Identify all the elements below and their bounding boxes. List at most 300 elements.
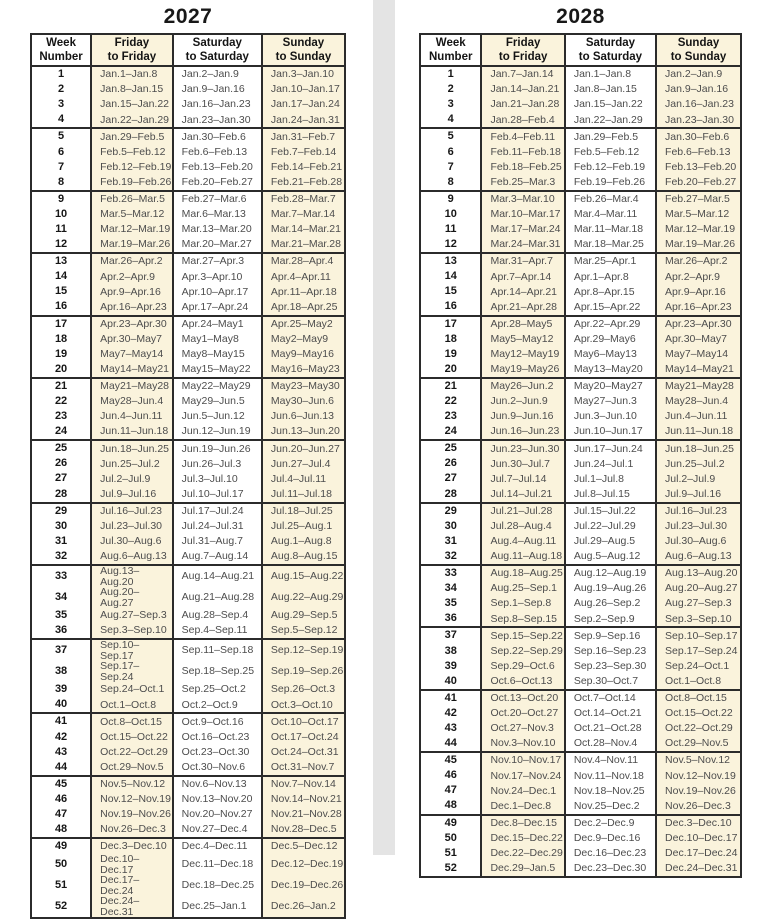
date-range-cell: Jul.23–Jul.30	[91, 519, 173, 534]
date-range-cell: Jun.25–Jul.2	[91, 456, 173, 471]
date-range-cell: Feb.19–Feb.26	[91, 175, 173, 191]
date-range-cell: Jan.1–Jan.8	[565, 66, 656, 82]
date-range-cell: Jun.3–Jun.10	[565, 409, 656, 424]
week-number-cell: 6	[31, 144, 91, 159]
week-number-cell: 50	[420, 831, 481, 846]
date-range-cell: May14–May21	[656, 362, 741, 378]
date-range-cell: Mar.27–Apr.3	[173, 253, 262, 269]
week-number-cell: 26	[420, 456, 481, 471]
date-range-cell: Nov.28–Dec.5	[262, 822, 345, 838]
date-range-cell: Dec.25–Jan.1	[173, 896, 262, 918]
column-header-sunday: Sunday to Sunday	[262, 34, 345, 66]
date-range-cell: May16–May23	[262, 362, 345, 378]
date-range-cell: Nov.27–Dec.4	[173, 822, 262, 838]
week-number-cell: 15	[420, 284, 481, 299]
week-number-cell: 31	[31, 534, 91, 549]
week-number-cell: 5	[420, 128, 481, 144]
week-number-cell: 37	[420, 627, 481, 643]
date-range-cell: Feb.18–Feb.25	[481, 160, 564, 175]
date-range-cell: Apr.3–Apr.10	[173, 269, 262, 284]
date-range-cell: Jun.19–Jun.26	[173, 440, 262, 456]
week-number-table	[419, 33, 742, 878]
date-range-cell: Sep.25–Oct.2	[173, 682, 262, 697]
date-range-cell: Sep.24–Oct.1	[656, 659, 741, 674]
week-row-6	[420, 144, 741, 159]
date-range-cell: Jul.15–Jul.22	[565, 503, 656, 519]
date-range-cell: Aug.26–Sep.2	[565, 596, 656, 611]
week-number-cell: 34	[31, 587, 91, 608]
week-row-41	[31, 713, 345, 729]
week-number-cell: 4	[31, 112, 91, 128]
date-range-cell: Apr.9–Apr.16	[656, 284, 741, 299]
date-range-cell: May5–May12	[481, 332, 564, 347]
week-number-cell: 20	[420, 362, 481, 378]
week-row-36	[420, 611, 741, 627]
date-range-cell: Jan.14–Jan.21	[481, 82, 564, 97]
date-range-cell: Mar.24–Mar.31	[481, 237, 564, 253]
week-number-cell: 48	[31, 822, 91, 838]
date-range-cell: Jun.18–Jun.25	[91, 440, 173, 456]
date-range-cell: May27–Jun.3	[565, 394, 656, 409]
date-range-cell: Jul.29–Aug.5	[565, 534, 656, 549]
date-range-cell: May28–Jun.4	[91, 394, 173, 409]
week-number-cell: 9	[31, 191, 91, 207]
date-range-cell: Dec.2–Dec.9	[565, 815, 656, 831]
week-row-1	[31, 66, 345, 82]
week-row-13	[420, 253, 741, 269]
date-range-cell: Nov.3–Nov.10	[481, 736, 564, 752]
date-range-cell: Jun.20–Jun.27	[262, 440, 345, 456]
date-range-cell: Aug.22–Aug.29	[262, 587, 345, 608]
week-row-9	[31, 191, 345, 207]
date-range-cell: Dec.24–Dec.31	[656, 861, 741, 877]
date-range-cell: Aug.19–Aug.26	[565, 581, 656, 596]
week-row-32	[420, 549, 741, 565]
date-range-cell: Feb.28–Mar.7	[262, 191, 345, 207]
week-number-cell: 36	[420, 611, 481, 627]
week-row-8	[420, 175, 741, 191]
date-range-cell: Apr.22–Apr.29	[565, 316, 656, 332]
date-range-cell: Jul.11–Jul.18	[262, 487, 345, 503]
date-range-cell: Mar.18–Mar.25	[565, 237, 656, 253]
week-number-cell: 43	[31, 745, 91, 760]
date-range-cell: May21–May28	[656, 378, 741, 394]
date-range-cell: Apr.24–May1	[173, 316, 262, 332]
week-row-13	[31, 253, 345, 269]
week-number-cell: 5	[31, 128, 91, 144]
week-number-cell: 29	[420, 503, 481, 519]
week-row-44	[420, 736, 741, 752]
week-row-18	[420, 332, 741, 347]
date-range-cell: Dec.22–Dec.29	[481, 846, 564, 861]
date-range-cell: Aug.27–Sep.3	[91, 608, 173, 623]
week-row-3	[420, 97, 741, 112]
date-range-cell: Apr.25–May2	[262, 316, 345, 332]
date-range-cell: Oct.8–Oct.15	[656, 690, 741, 706]
week-row-19	[31, 347, 345, 362]
week-number-cell: 1	[31, 66, 91, 82]
week-row-34	[420, 581, 741, 596]
week-row-15	[420, 284, 741, 299]
date-range-cell: Apr.9–Apr.16	[91, 284, 173, 299]
week-row-42	[420, 706, 741, 721]
date-range-cell: Apr.2–Apr.9	[656, 269, 741, 284]
date-range-cell: Jan.30–Feb.6	[173, 128, 262, 144]
week-number-cell: 34	[420, 581, 481, 596]
week-row-48	[420, 798, 741, 814]
date-range-cell: Aug.13–Aug.20	[656, 565, 741, 581]
date-range-cell: Nov.4–Nov.11	[565, 752, 656, 768]
date-range-cell: Mar.13–Mar.20	[173, 222, 262, 237]
week-row-51	[420, 846, 741, 861]
week-number-cell: 4	[420, 112, 481, 128]
date-range-cell: Jul.14–Jul.21	[481, 487, 564, 503]
date-range-cell: Nov.5–Nov.12	[656, 752, 741, 768]
week-number-cell: 8	[420, 175, 481, 191]
date-range-cell: Jun.30–Jul.7	[481, 456, 564, 471]
week-number-cell: 12	[31, 237, 91, 253]
week-row-38	[420, 643, 741, 658]
date-range-cell: Apr.17–Apr.24	[173, 299, 262, 315]
date-range-cell: Jul.1–Jul.8	[565, 471, 656, 486]
date-range-cell: Jun.4–Jun.11	[91, 409, 173, 424]
week-row-19	[420, 347, 741, 362]
header-row	[31, 34, 345, 66]
week-row-24	[420, 424, 741, 440]
date-range-cell: Jun.2–Jun.9	[481, 394, 564, 409]
date-range-cell: Feb.12–Feb.19	[91, 160, 173, 175]
date-range-cell: Feb.7–Feb.14	[262, 144, 345, 159]
date-range-cell: Jun.9–Jun.16	[481, 409, 564, 424]
date-range-cell: Feb.13–Feb.20	[656, 160, 741, 175]
date-range-cell: Jan.21–Jan.28	[481, 97, 564, 112]
date-range-cell: May23–May30	[262, 378, 345, 394]
week-row-30	[31, 519, 345, 534]
week-row-2	[420, 82, 741, 97]
date-range-cell: Oct.15–Oct.22	[91, 729, 173, 744]
week-number-cell: 24	[31, 424, 91, 440]
week-number-cell: 47	[420, 783, 481, 798]
week-number-cell: 11	[31, 222, 91, 237]
date-range-cell: Nov.10–Nov.17	[481, 752, 564, 768]
week-row-51	[31, 875, 345, 896]
date-range-cell: Mar.7–Mar.14	[262, 207, 345, 222]
date-range-cell: Nov.6–Nov.13	[173, 776, 262, 792]
week-number-cell: 39	[420, 659, 481, 674]
date-range-cell: Dec.3–Dec.10	[91, 838, 173, 854]
week-number-cell: 27	[31, 471, 91, 486]
date-range-cell: Sep.5–Sep.12	[262, 623, 345, 639]
date-range-cell: Jul.18–Jul.25	[262, 503, 345, 519]
week-row-1	[420, 66, 741, 82]
date-range-cell: Feb.25–Mar.3	[481, 175, 564, 191]
date-range-cell: Sep.10–Sep.17	[91, 639, 173, 661]
date-range-cell: Sep.17–Sep.24	[91, 661, 173, 682]
date-range-cell: Apr.14–Apr.21	[481, 284, 564, 299]
date-range-cell: Nov.18–Nov.25	[565, 783, 656, 798]
date-range-cell: Jan.28–Feb.4	[481, 112, 564, 128]
date-range-cell: May28–Jun.4	[656, 394, 741, 409]
date-range-cell: Jun.11–Jun.18	[91, 424, 173, 440]
date-range-cell: Oct.30–Nov.6	[173, 760, 262, 776]
date-range-cell: May8–May15	[173, 347, 262, 362]
date-range-cell: Oct.22–Oct.29	[656, 721, 741, 736]
date-range-cell: Sep.19–Sep.26	[262, 661, 345, 682]
week-number-cell: 48	[420, 798, 481, 814]
week-row-24	[31, 424, 345, 440]
week-row-12	[31, 237, 345, 253]
week-row-21	[420, 378, 741, 394]
week-row-6	[31, 144, 345, 159]
date-range-cell: Oct.3–Oct.10	[262, 697, 345, 713]
week-row-8	[31, 175, 345, 191]
week-row-50	[420, 831, 741, 846]
date-range-cell: Apr.30–May7	[656, 332, 741, 347]
date-range-cell: Mar.5–Mar.12	[656, 207, 741, 222]
week-number-cell: 7	[31, 160, 91, 175]
date-range-cell: Nov.17–Nov.24	[481, 768, 564, 783]
date-range-cell: Mar.19–Mar.26	[91, 237, 173, 253]
date-range-cell: Oct.23–Oct.30	[173, 745, 262, 760]
date-range-cell: Apr.10–Apr.17	[173, 284, 262, 299]
date-range-cell: Jan.30–Feb.6	[656, 128, 741, 144]
date-range-cell: Aug.14–Aug.21	[173, 565, 262, 587]
week-number-cell: 50	[31, 854, 91, 875]
date-range-cell: Jan.29–Feb.5	[565, 128, 656, 144]
week-number-cell: 19	[420, 347, 481, 362]
week-number-cell: 23	[31, 409, 91, 424]
week-row-29	[31, 503, 345, 519]
date-range-cell: Oct.29–Nov.5	[91, 760, 173, 776]
week-row-40	[420, 674, 741, 690]
page-gutter-divider	[373, 0, 395, 855]
date-range-cell: Apr.1–Apr.8	[565, 269, 656, 284]
date-range-cell: Jan.3–Jan.10	[262, 66, 345, 82]
week-row-22	[420, 394, 741, 409]
week-row-35	[31, 608, 345, 623]
week-row-28	[420, 487, 741, 503]
date-range-cell: Feb.26–Mar.4	[565, 191, 656, 207]
week-number-cell: 46	[31, 792, 91, 807]
date-range-cell: May20–May27	[565, 378, 656, 394]
date-range-cell: Oct.7–Oct.14	[565, 690, 656, 706]
year-title-2028: 2028	[556, 5, 605, 28]
date-range-cell: May12–May19	[481, 347, 564, 362]
date-range-cell: Feb.26–Mar.5	[91, 191, 173, 207]
week-row-21	[31, 378, 345, 394]
week-number-cell: 44	[31, 760, 91, 776]
week-row-2	[31, 82, 345, 97]
date-range-cell: Jul.4–Jul.11	[262, 471, 345, 486]
date-range-cell: Mar.17–Mar.24	[481, 222, 564, 237]
date-range-cell: Jun.26–Jul.3	[173, 456, 262, 471]
week-row-33	[31, 565, 345, 587]
date-range-cell: May6–May13	[565, 347, 656, 362]
week-row-45	[31, 776, 345, 792]
week-row-50	[31, 854, 345, 875]
date-range-cell: Apr.28–May5	[481, 316, 564, 332]
date-range-cell: Jul.3–Jul.10	[173, 471, 262, 486]
date-range-cell: Aug.6–Aug.13	[91, 549, 173, 565]
date-range-cell: Jul.17–Jul.24	[173, 503, 262, 519]
date-range-cell: Oct.9–Oct.16	[173, 713, 262, 729]
date-range-cell: Dec.8–Dec.15	[481, 815, 564, 831]
week-number-cell: 52	[31, 896, 91, 918]
week-number-cell: 40	[31, 697, 91, 713]
week-row-29	[420, 503, 741, 519]
week-row-5	[31, 128, 345, 144]
date-range-cell: Apr.18–Apr.25	[262, 299, 345, 315]
date-range-cell: Jan.7–Jan.14	[481, 66, 564, 82]
date-range-cell: Mar.10–Mar.17	[481, 207, 564, 222]
date-range-cell: Feb.6–Feb.13	[656, 144, 741, 159]
date-range-cell: Aug.12–Aug.19	[565, 565, 656, 581]
week-number-cell: 25	[31, 440, 91, 456]
week-number-cell: 44	[420, 736, 481, 752]
week-number-cell: 51	[31, 875, 91, 896]
week-row-38	[31, 661, 345, 682]
week-number-cell: 32	[31, 549, 91, 565]
date-range-cell: Oct.20–Oct.27	[481, 706, 564, 721]
date-range-cell: Sep.22–Sep.29	[481, 643, 564, 658]
week-row-46	[420, 768, 741, 783]
date-range-cell: Dec.18–Dec.25	[173, 875, 262, 896]
week-row-34	[31, 587, 345, 608]
date-range-cell: Oct.2–Oct.9	[173, 697, 262, 713]
date-range-cell: Feb.12–Feb.19	[565, 160, 656, 175]
week-number-cell: 16	[31, 299, 91, 315]
week-row-37	[420, 627, 741, 643]
date-range-cell: Feb.6–Feb.13	[173, 144, 262, 159]
date-range-cell: Dec.15–Dec.22	[481, 831, 564, 846]
date-range-cell: Mar.14–Mar.21	[262, 222, 345, 237]
date-range-cell: Jun.17–Jun.24	[565, 440, 656, 456]
date-range-cell: Aug.8–Aug.15	[262, 549, 345, 565]
date-range-cell: Dec.23–Dec.30	[565, 861, 656, 877]
date-range-cell: Aug.6–Aug.13	[656, 549, 741, 565]
date-range-cell: Dec.11–Dec.18	[173, 854, 262, 875]
week-row-49	[31, 838, 345, 854]
week-number-cell: 3	[31, 97, 91, 112]
week-number-cell: 30	[31, 519, 91, 534]
date-range-cell: Mar.28–Apr.4	[262, 253, 345, 269]
week-number-table	[30, 33, 346, 919]
date-range-cell: Jun.11–Jun.18	[656, 424, 741, 440]
date-range-cell: Feb.20–Feb.27	[173, 175, 262, 191]
week-number-cell: 10	[420, 207, 481, 222]
week-row-47	[420, 783, 741, 798]
date-range-cell: Apr.29–May6	[565, 332, 656, 347]
week-row-42	[31, 729, 345, 744]
date-range-cell: May29–Jun.5	[173, 394, 262, 409]
week-row-14	[420, 269, 741, 284]
week-row-30	[420, 519, 741, 534]
week-number-cell: 39	[31, 682, 91, 697]
date-range-cell: Oct.15–Oct.22	[656, 706, 741, 721]
date-range-cell: Jul.30–Aug.6	[656, 534, 741, 549]
date-range-cell: Mar.12–Mar.19	[91, 222, 173, 237]
date-range-cell: Oct.6–Oct.13	[481, 674, 564, 690]
week-number-cell: 27	[420, 471, 481, 486]
date-range-cell: Mar.25–Apr.1	[565, 253, 656, 269]
date-range-cell: Sep.15–Sep.22	[481, 627, 564, 643]
date-range-cell: Apr.8–Apr.15	[565, 284, 656, 299]
date-range-cell: Mar.26–Apr.2	[91, 253, 173, 269]
week-row-9	[420, 191, 741, 207]
date-range-cell: Oct.14–Oct.21	[565, 706, 656, 721]
date-range-cell: Dec.17–Dec.24	[656, 846, 741, 861]
week-number-cell: 31	[420, 534, 481, 549]
date-range-cell: Jul.31–Aug.7	[173, 534, 262, 549]
date-range-cell: Jan.9–Jan.16	[173, 82, 262, 97]
week-number-cell: 11	[420, 222, 481, 237]
week-row-11	[420, 222, 741, 237]
week-number-cell: 19	[31, 347, 91, 362]
date-range-cell: Jul.9–Jul.16	[91, 487, 173, 503]
date-range-cell: Apr.21–Apr.28	[481, 299, 564, 315]
date-range-cell: Jan.22–Jan.29	[91, 112, 173, 128]
week-row-20	[420, 362, 741, 378]
date-range-cell: Jan.1–Jan.8	[91, 66, 173, 82]
date-range-cell: Jan.8–Jan.15	[565, 82, 656, 97]
date-range-cell: Nov.19–Nov.26	[656, 783, 741, 798]
week-number-cell: 33	[31, 565, 91, 587]
week-row-10	[31, 207, 345, 222]
week-number-cell: 49	[420, 815, 481, 831]
date-range-cell: Dec.19–Dec.26	[262, 875, 345, 896]
date-range-cell: Feb.4–Feb.11	[481, 128, 564, 144]
week-row-44	[31, 760, 345, 776]
week-row-52	[31, 896, 345, 918]
date-range-cell: Oct.29–Nov.5	[656, 736, 741, 752]
week-number-cell: 43	[420, 721, 481, 736]
date-range-cell: Mar.21–Mar.28	[262, 237, 345, 253]
date-range-cell: Apr.15–Apr.22	[565, 299, 656, 315]
week-row-17	[31, 316, 345, 332]
date-range-cell: Jul.16–Jul.23	[91, 503, 173, 519]
date-range-cell: Dec.26–Jan.2	[262, 896, 345, 918]
week-number-cell: 35	[31, 608, 91, 623]
date-range-cell: Aug.4–Aug.11	[481, 534, 564, 549]
date-range-cell: Nov.26–Dec.3	[91, 822, 173, 838]
date-range-cell: Feb.5–Feb.12	[565, 144, 656, 159]
date-range-cell: Sep.2–Sep.9	[565, 611, 656, 627]
week-number-cell: 7	[420, 160, 481, 175]
week-row-31	[31, 534, 345, 549]
date-range-cell: Aug.29–Sep.5	[262, 608, 345, 623]
date-range-cell: Jan.24–Jan.31	[262, 112, 345, 128]
week-row-46	[31, 792, 345, 807]
date-range-cell: Mar.3–Mar.10	[481, 191, 564, 207]
week-number-cell: 10	[31, 207, 91, 222]
date-range-cell: Sep.10–Sep.17	[656, 627, 741, 643]
date-range-cell: Dec.12–Dec.19	[262, 854, 345, 875]
week-number-cell: 47	[31, 807, 91, 822]
date-range-cell: Dec.16–Dec.23	[565, 846, 656, 861]
date-range-cell: Aug.13–Aug.20	[91, 565, 173, 587]
column-header-friday: Friday to Friday	[91, 34, 173, 66]
date-range-cell: Jul.28–Aug.4	[481, 519, 564, 534]
date-range-cell: Sep.3–Sep.10	[656, 611, 741, 627]
date-range-cell: Jul.9–Jul.16	[656, 487, 741, 503]
date-range-cell: Oct.13–Oct.20	[481, 690, 564, 706]
week-number-cell: 33	[420, 565, 481, 581]
date-range-cell: Sep.1–Sep.8	[481, 596, 564, 611]
date-range-cell: May15–May22	[173, 362, 262, 378]
date-range-cell: Apr.4–Apr.11	[262, 269, 345, 284]
week-number-cell: 26	[31, 456, 91, 471]
column-header-week-number: Week Number	[31, 34, 91, 66]
